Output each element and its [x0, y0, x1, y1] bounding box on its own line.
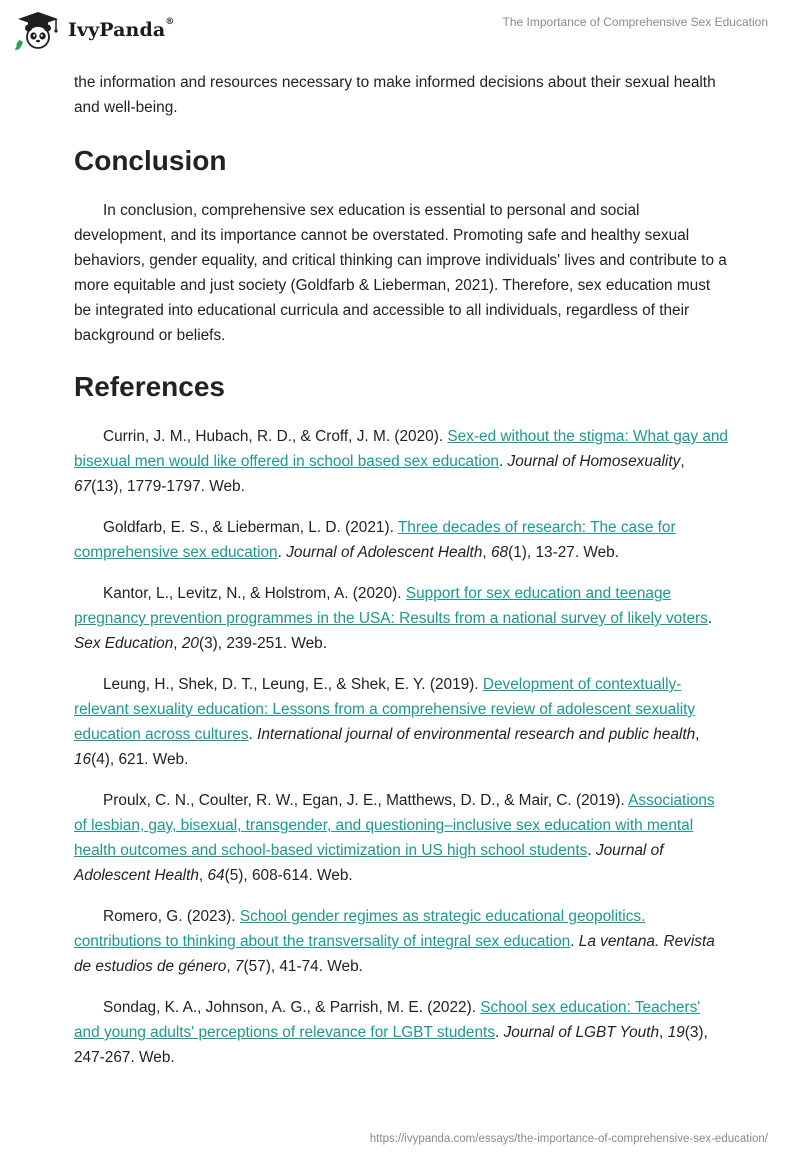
references-heading: References: [74, 371, 225, 402]
reference-sep: ,: [173, 635, 182, 652]
reference-item: [74, 904, 730, 979]
reference-journal: Sex Education: [74, 635, 174, 652]
ivypanda-logo[interactable]: [14, 10, 174, 50]
reference-sep: ,: [226, 958, 235, 975]
reference-journal: Journal of Homosexuality: [507, 453, 681, 470]
reference-authors: Kantor, L., Levitz, N., & Holstrom, A. (2020).: [103, 585, 406, 602]
reference-authors: Proulx, C. N., Coulter, R. W., Egan, J. E., Matthews, D. D., & Mair, C. (2019).: [103, 792, 629, 809]
reference-volume: 20: [181, 635, 199, 652]
reference-link[interactable]: Support for sex education and teenage pregnancy prevention programmes in the USA: Results from a national survey of likely voters: [74, 585, 708, 627]
reference-journal: Journal of Adolescent Health: [286, 544, 483, 561]
reference-journal: Journal of LGBT Youth: [503, 1024, 660, 1041]
reference-sep: ,: [482, 544, 491, 561]
registered-mark: ®: [165, 17, 175, 27]
reference-link[interactable]: Development of contextually-relevant sexuality education: Lessons from a comprehensive review of adolescent sexuality education across cultures: [74, 676, 696, 743]
reference-authors: Currin, J. M., Hubach, R. D., & Croff, J. M. (2020).: [103, 428, 448, 445]
reference-volume: 19: [667, 1024, 685, 1041]
reference-link[interactable]: School sex education: Teachers' and young adults' perceptions of relevance for LGBT students: [74, 999, 701, 1041]
reference-punct: .: [495, 1024, 504, 1041]
conclusion-paragraph: In conclusion, comprehensive sex education is essential to personal and social development, and its importance cannot be overstated. Promoting safe and healthy sexual behaviors, gender equality, and critical thinking can improve individuals' lives and contribute to a more equitable and just society (Goldfarb & Lieberman, 2021). Therefore, sex education must be integrated into educational curricula and accessible to all individuals, regardless of their background or beliefs.: [74, 202, 727, 344]
brand-name: IvyPanda®: [68, 17, 175, 41]
reference-punct: .: [587, 842, 596, 859]
reference-journal: Journal of Adolescent Health: [74, 842, 664, 884]
reference-item: [74, 515, 730, 565]
reference-tail: (57), 41-74. Web.: [243, 958, 363, 975]
reference-link[interactable]: School gender regimes as strategic educational geopolitics. contributions to thinking about the transversality of integral sex education: [74, 908, 646, 950]
reference-tail: (1), 13-27. Web.: [508, 544, 620, 561]
reference-sep: ,: [680, 453, 685, 470]
reference-volume: 68: [490, 544, 509, 561]
reference-volume: 16: [74, 751, 92, 768]
essay-content: [74, 70, 730, 1086]
reference-item: [74, 581, 730, 656]
conclusion-heading: Conclusion: [74, 145, 227, 176]
panda-graduate-icon: [14, 10, 62, 50]
reference-tail: (5), 608-614. Web.: [224, 867, 353, 884]
reference-tail: (13), 1779-1797. Web.: [91, 478, 245, 495]
reference-authors: Romero, G. (2023).: [103, 908, 240, 925]
reference-item: [74, 424, 730, 499]
reference-authors: Goldfarb, E. S., & Lieberman, L. D. (2021).: [103, 519, 398, 536]
reference-punct: .: [570, 933, 579, 950]
reference-sep: ,: [198, 867, 208, 884]
reference-volume: 7: [234, 958, 244, 975]
reference-link[interactable]: Associations of lesbian, gay, bisexual, transgender, and questioning–inclusive sex education with mental health outcomes and school-based victimization in US high school students: [74, 792, 715, 859]
intro-paragraph: the information and resources necessary to make informed decisions about their sexual health and well-being.: [74, 74, 716, 116]
reference-authors: Leung, H., Shek, D. T., Leung, E., & Shek, E. Y. (2019).: [103, 676, 483, 693]
reference-punct: .: [498, 453, 508, 470]
reference-journal: International journal of environmental research and public health: [257, 726, 696, 743]
reference-item: [74, 788, 730, 888]
reference-authors: Sondag, K. A., Johnson, A. G., & Parrish, M. E. (2022).: [103, 999, 481, 1016]
document-title: The Importance of Comprehensive Sex Education: [502, 15, 768, 29]
reference-item: [74, 672, 730, 772]
reference-item: [74, 995, 730, 1070]
reference-sep: ,: [695, 726, 700, 743]
reference-tail: (4), 621. Web.: [91, 751, 189, 768]
reference-punct: .: [707, 610, 713, 627]
reference-volume: 67: [74, 478, 92, 495]
reference-sep: ,: [659, 1024, 668, 1041]
reference-journal: La ventana. Revista de estudios de género: [74, 933, 715, 975]
page-header: [0, 0, 800, 60]
references-list: [74, 424, 730, 1070]
reference-volume: 64: [207, 867, 225, 884]
source-url[interactable]: https://ivypanda.com/essays/the-importance-of-comprehensive-sex-education/: [369, 1133, 768, 1145]
reference-punct: .: [248, 726, 258, 743]
reference-punct: .: [277, 544, 287, 561]
reference-link[interactable]: Three decades of research: The case for comprehensive sex education: [74, 519, 676, 561]
reference-link[interactable]: Sex-ed without the stigma: What gay and bisexual men would like offered in school based sex education: [74, 428, 728, 470]
reference-tail: (3), 247-267. Web.: [74, 1024, 708, 1066]
reference-tail: (3), 239-251. Web.: [198, 635, 327, 652]
